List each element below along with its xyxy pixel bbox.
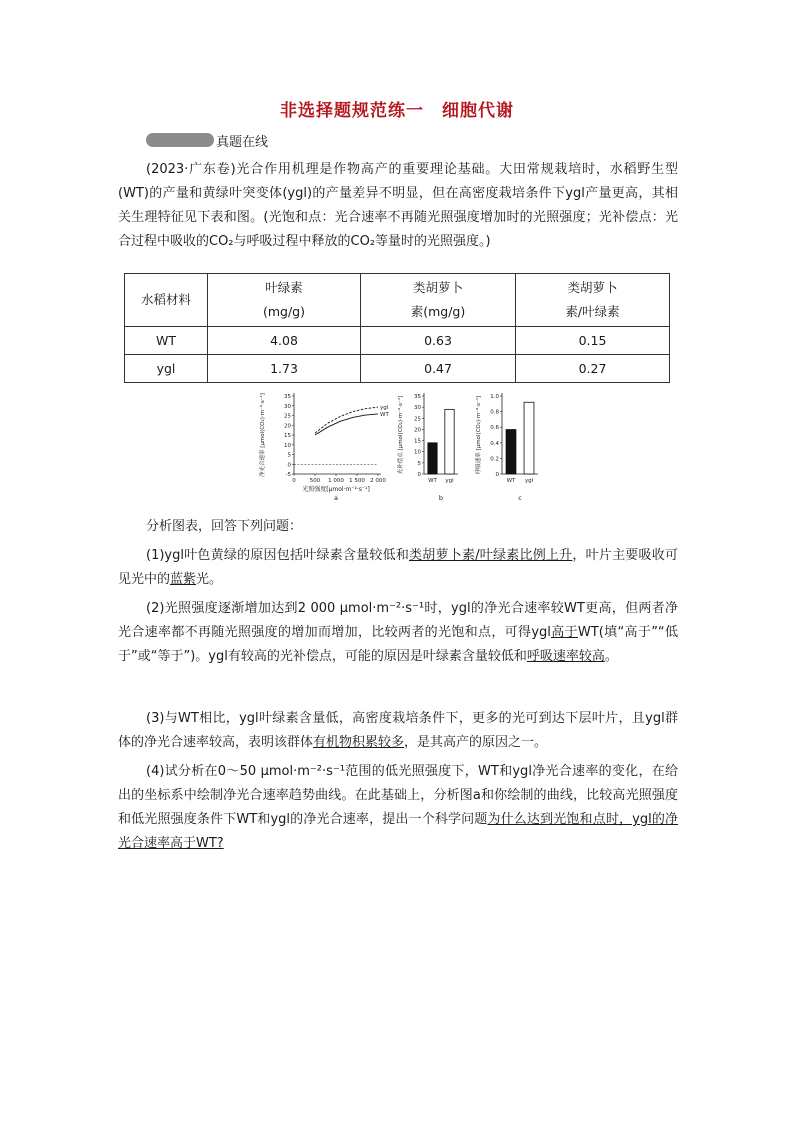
chart-c-y-label: 呼吸速率 [μmol(CO₂)·m⁻²·s⁻¹] bbox=[476, 395, 482, 475]
chart-c-y-tick-label: 0.4 bbox=[490, 440, 499, 447]
chart-c-bar bbox=[506, 430, 516, 474]
chart-b-y-tick-label: 10 bbox=[414, 449, 421, 456]
question-2: (2)光照强度逐渐增加达到2 000 μmol·m⁻²·s⁻¹时，ygl的净光合速率较WT更高，但两者净光合速率都不再随光照强度的增加而增加，比较两者的光饱和点，可得ygl高于WT(填“高于”“低于”或“等于”)。ygl有较高的光补偿点，可能的原因是叶绿素含量较低和呼吸速率较高。 bbox=[118, 601, 678, 664]
chart-b-panel-label: b bbox=[438, 494, 444, 502]
chart-b-y-label: 光补偿点 [μmol(CO₂)·m⁻²·s⁻¹] bbox=[398, 395, 404, 475]
chart-b-bar bbox=[428, 443, 437, 474]
table-cell: 0.47 bbox=[361, 355, 516, 383]
chart-a-x-tick-label: 2 000 bbox=[370, 478, 386, 484]
chart-c-category-label: WT bbox=[506, 478, 516, 484]
table-row bbox=[125, 327, 670, 355]
answer-blank: 为什么达到光饱和点时，ygl的净光合速率高于WT? bbox=[118, 812, 679, 851]
chart-a-y-tick-label: 10 bbox=[284, 442, 291, 449]
table-header-row bbox=[125, 274, 670, 327]
table-cell: 0.27 bbox=[516, 355, 670, 383]
chart-a-x-label: 光照强度[μmol·m⁻²·s⁻¹] bbox=[302, 486, 370, 493]
section-badge bbox=[146, 133, 214, 147]
chart-a-series-label: ygl bbox=[380, 405, 389, 412]
chart-b-y-tick-label: 20 bbox=[414, 427, 421, 434]
chart-c-y-tick-label: 0.2 bbox=[490, 456, 499, 463]
chart-a-y-tick-label: 35 bbox=[284, 394, 291, 400]
chart-a-series-label: WT bbox=[380, 411, 389, 418]
chart-a-y-tick-label: 25 bbox=[284, 413, 291, 420]
table-cell: 1.73 bbox=[208, 355, 361, 383]
chart-a-x-tick-label: 1 500 bbox=[349, 478, 365, 484]
section-label: 真题在线 bbox=[216, 135, 269, 150]
table-cell: 0.15 bbox=[516, 327, 670, 355]
data-table bbox=[124, 273, 670, 383]
table-cell: 4.08 bbox=[208, 327, 361, 355]
chart-c-bar bbox=[524, 402, 534, 474]
answer-blank: 类胡萝卜素/叶绿素比例上升 bbox=[409, 548, 573, 563]
question-4: (4)试分析在0～50 μmol·m⁻²·s⁻¹范围的低光照强度下，WT和ygl净光合速率的变化，在给出的坐标系中绘制净光合速率趋势曲线。在此基础上，分析图a和你绘制的曲线，比较高光照强度和低光照强度条件下WT和ygl的净光合速率，提出一个科学问题为什么达到光饱和点时，ygl的净光合速率高于WT? bbox=[118, 764, 679, 851]
chart-a-y-tick-label: 15 bbox=[284, 433, 291, 439]
prompt-text: 分析图表，回答下列问题： bbox=[146, 519, 303, 534]
chart-a-x-tick-label: 500 bbox=[309, 478, 321, 484]
chart-c-y-tick-label: 0.8 bbox=[490, 409, 499, 416]
answer-blank: 有机物积累较多 bbox=[313, 735, 405, 750]
chart-b-y-tick-label: 30 bbox=[414, 405, 421, 412]
chart-a-y-tick-label: 30 bbox=[284, 403, 291, 410]
chart-a-y-tick-label: -5 bbox=[285, 472, 291, 478]
table-header-cell: 叶绿素 (mg/g) bbox=[208, 274, 361, 327]
table-cell: WT bbox=[125, 327, 208, 355]
answer-blank: 蓝紫 bbox=[170, 572, 197, 587]
chart-b-bar bbox=[445, 409, 454, 474]
chart-a-panel-label: a bbox=[334, 494, 338, 502]
question-intro: (2023·广东卷)光合作用机理是作物高产的重要理论基础。大田常规栽培时，水稻野生型(WT)的产量和黄绿叶突变体(ygl)的产量差异不明显，但在高密度栽培条件下ygl产量更高，其相关生理特征见下表和图。(光饱和点：光合速率不再随光照强度增加时的光照强度；光补偿点：光合过程中吸收的CO₂与呼吸过程中释放的CO₂等量时的光照强度。) bbox=[118, 162, 678, 249]
figure-svg bbox=[256, 386, 556, 510]
chart-a-series-line bbox=[315, 414, 378, 435]
chart-b-y-tick-label: 0 bbox=[417, 472, 421, 478]
chart-c-y-tick-label: 0.6 bbox=[490, 425, 499, 432]
table-header-cell: 类胡萝卜 素(mg/g) bbox=[361, 274, 516, 327]
chart-c-panel-label: c bbox=[518, 494, 522, 502]
chart-b-y-tick-label: 25 bbox=[414, 416, 421, 423]
table-cell: ygl bbox=[125, 355, 208, 383]
answer-blank: 高于 bbox=[550, 625, 578, 640]
table-row bbox=[125, 355, 670, 383]
chart-a-x-tick-label: 1 000 bbox=[328, 478, 344, 484]
chart-b-category-label: ygl bbox=[445, 478, 454, 484]
figure-group bbox=[256, 386, 556, 514]
question-1: (1)ygl叶色黄绿的原因包括叶绿素含量较低和类胡萝卜素/叶绿素比例上升，叶片主要吸收可见光中的蓝紫光。 bbox=[118, 548, 678, 587]
chart-b-category-label: WT bbox=[428, 478, 437, 484]
page-title: 非选择题规范练一 细胞代谢 bbox=[280, 101, 514, 121]
table-header-cell: 类胡萝卜 素/叶绿素 bbox=[516, 274, 670, 327]
chart-c-y-tick-label: 1.0 bbox=[490, 394, 499, 400]
chart-a-y-tick-label: 0 bbox=[287, 462, 291, 469]
table-cell: 0.63 bbox=[361, 327, 516, 355]
question-3: (3)与WT相比，ygl叶绿素含量低，高密度栽培条件下，更多的光可到达下层叶片，且ygl群体的净光合速率较高，表明该群体有机物积累较多，是其高产的原因之一。 bbox=[118, 711, 678, 750]
chart-a-y-tick-label: 20 bbox=[284, 423, 291, 430]
table-header-cell: 水稻材料 bbox=[125, 274, 208, 327]
answer-blank: 呼吸速率较高 bbox=[526, 649, 605, 664]
chart-b-y-tick-label: 15 bbox=[414, 438, 421, 445]
chart-b-y-tick-label: 5 bbox=[417, 460, 421, 467]
chart-a-y-label: 净光合速率 [μmol(CO₂)·m⁻²·s⁻¹] bbox=[260, 393, 266, 477]
chart-b-y-tick-label: 35 bbox=[414, 394, 421, 400]
chart-c-category-label: ygl bbox=[524, 478, 534, 484]
chart-c-y-tick-label: 0 bbox=[495, 472, 499, 478]
chart-a-y-tick-label: 5 bbox=[287, 452, 291, 459]
chart-a-x-tick-label: 0 bbox=[292, 478, 296, 484]
